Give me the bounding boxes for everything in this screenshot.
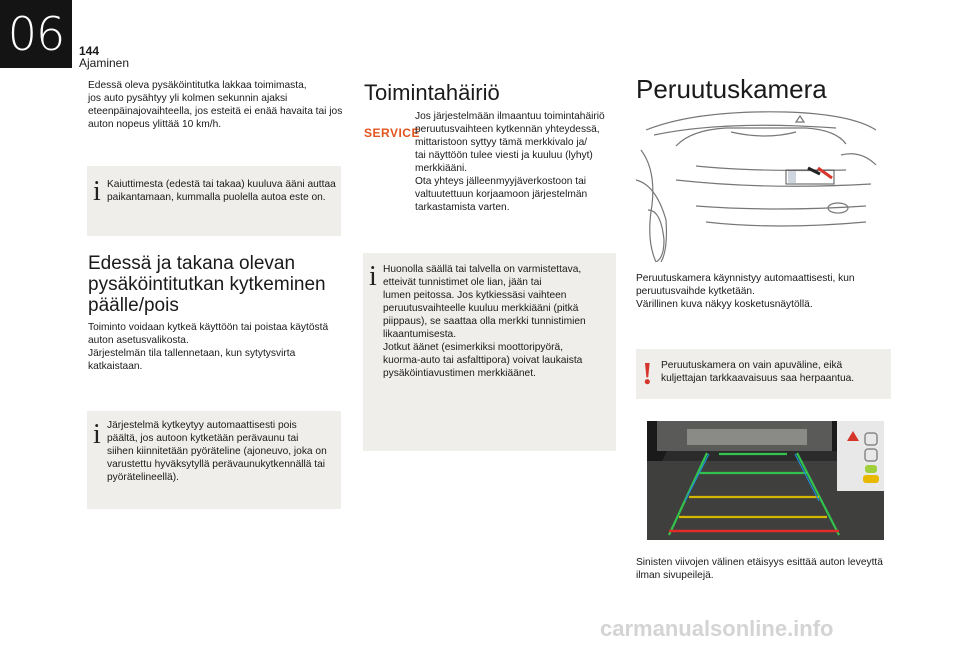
car-rear-drawing bbox=[636, 110, 888, 262]
rear-camera-display-image bbox=[647, 421, 884, 540]
warning-exclamation-icon: ! bbox=[642, 355, 653, 391]
warning-note-text: Peruutuskamera on vain apuväline, eikä kuljettajan tarkkaavaisuus saa herpaantua. bbox=[661, 360, 855, 384]
info-note-weather bbox=[363, 253, 616, 451]
camera-image-caption: Sinisten viivojen välinen etäisyys esittää auton leveyttä ilman sivupeilejä. bbox=[636, 557, 883, 581]
rear-camera-car-illustration bbox=[636, 110, 888, 262]
info-note-text: Kaiuttimesta (edestä tai takaa) kuuluva ääni auttaa paikantamaan, kummalla puolella autoa este on. bbox=[107, 179, 336, 203]
warning-note-camera bbox=[636, 349, 891, 399]
info-note-sound bbox=[87, 166, 341, 236]
chapter-number: 06 bbox=[0, 0, 72, 68]
info-icon: i bbox=[93, 419, 101, 450]
section-heading-camera: Peruutuskamera bbox=[636, 74, 827, 104]
section-title: Ajaminen bbox=[79, 56, 130, 70]
info-icon: i bbox=[93, 176, 101, 207]
malfunction-paragraph: Jos järjestelmään ilmaantuu toimintahäiriö peruutusvaihteen kytkennän yhteydessä, mittaristoon syttyy tämä merkkivalo ja/ tai näyttöön tulee viesti ja kuuluu (lyhyt) merkkiääni. Ota yhteys jälleenmyyjäverkostoon tai valtuutettuun korjaamoon järjestelmän tarkastamista varten. bbox=[415, 111, 605, 213]
service-warning-icon: SERVICE bbox=[364, 126, 420, 140]
info-note-trailer bbox=[87, 411, 341, 509]
info-note-text: Huonolla säällä tai talvella on varmistettava, etteivät tunnistimet ole lian, jään tai lumen peitossa. Jos kytkiessäsi vaihteen peruutusvaihteelle kuuluu merkkiääni (pitkä piippaus), se saattaa olla merkki tunnistimien likaantumisesta. Jotkut äänet (esimerkiksi moottoripyörä, kuorma-auto tai asfalttipora) voivat laukaista pysäköintiavustimen merkkiäänet. bbox=[383, 264, 586, 379]
section-heading-activation: Edessä ja takana olevan pysäköintitutkan kytkeminen päälle/pois bbox=[88, 253, 326, 316]
camera-view-drawing bbox=[647, 421, 884, 540]
section-heading-malfunction: Toimintahäiriö bbox=[364, 80, 500, 105]
intro-paragraph: Edessä oleva pysäköintitutka lakkaa toimimasta, jos auto pysähtyy yli kolmen sekunnin ajaksi eteenpäinajovaihteella, jos esteitä ei enää havaita tai jos auton nopeus ylittää 10 km/h. bbox=[88, 80, 343, 130]
activation-paragraph: Toiminto voidaan kytkeä käyttöön tai poistaa käytöstä auton asetusvalikosta. Järjestelmän tila tallennetaan, kun sytytysvirta katkaistaan. bbox=[88, 322, 329, 372]
info-icon: i bbox=[369, 261, 377, 292]
page-number: 144 bbox=[79, 44, 100, 58]
watermark: carmanualsonline.info bbox=[600, 616, 834, 641]
info-note-text: Järjestelmä kytkeytyy automaattisesti pois päältä, jos autoon kytketään perävaunu tai siihen kiinnitetään pyöräteline (ajoneuvo, joka on varustettu hyväksytyllä perävaunukytkennällä tai pyörätelineellä). bbox=[107, 420, 327, 483]
camera-paragraph: Peruutuskamera käynnistyy automaattisesti, kun peruutusvaihde kytketään. Värillinen kuva näkyy kosketusnäytöllä. bbox=[636, 273, 855, 310]
